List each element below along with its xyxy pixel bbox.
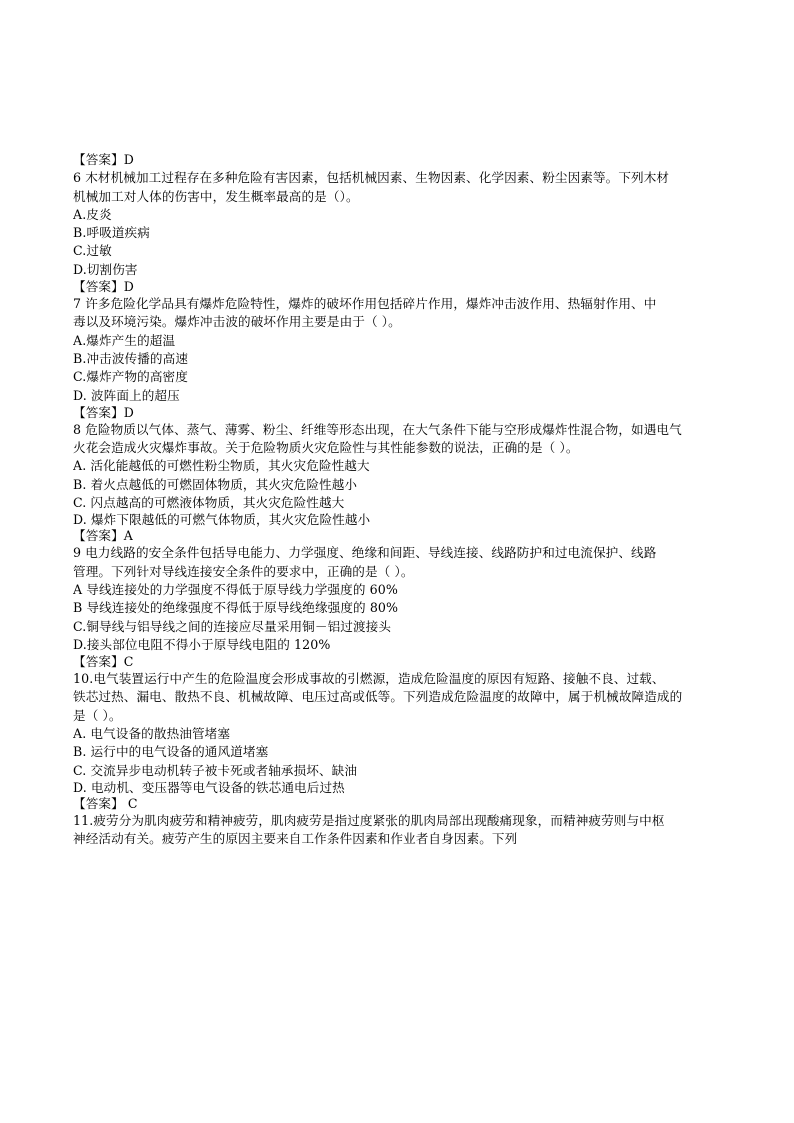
question-11-stem-cont: 神经活动有关。疲劳产生的原因主要来自工作条件因素和作业者自身因素。下列: [73, 831, 518, 847]
question-10-option-d: D. 电动机、变压器等电气设备的铁芯通电后过热: [73, 779, 345, 795]
question-6-option-d: D.切割伤害: [73, 261, 138, 277]
question-9-option-a: A 导线连接处的力学强度不得低于原导线力学强度的 60%: [73, 581, 398, 597]
question-9-option-d: D.接头部位电阻不得小于原导线电阻的 120%: [73, 636, 331, 652]
question-6-option-a: A.皮炎: [73, 206, 112, 222]
question-10-option-c: C. 交流异步电动机转子被卡死或者轴承损坏、缺油: [73, 762, 358, 778]
question-9-stem-cont: 管理。下列针对导线连接安全条件的要求中，正确的是（ ）。: [73, 563, 414, 579]
question-6-option-c: C.过敏: [73, 243, 112, 259]
question-9-stem: 9 电力线路的安全条件包括导电能力、力学强度、绝缘和间距、导线连接、线路防护和过电流保护、线路: [73, 545, 657, 561]
question-8-option-d: D. 爆炸下限越低的可燃气体物质，其火灾危险性越小: [73, 512, 371, 528]
question-7-stem: 7 许多危险化学品具有爆炸危险特性，爆炸的破坏作用包括碎片作用，爆炸冲击波作用、热辐射作用、中: [73, 296, 657, 312]
question-10-option-a: A. 电气设备的散热油管堵塞: [73, 726, 231, 742]
question-6-answer: 【答案】D: [73, 279, 134, 295]
document-page: [73, 151, 723, 849]
question-7-stem-cont: 毒以及环境污染。爆炸冲击波的破坏作用主要是由于（ ）。: [73, 314, 401, 330]
question-9-option-b: B 导线连接处的绝缘强度不得低于原导线绝缘强度的 80%: [73, 600, 399, 616]
question-8-option-c: C. 闪点越高的可燃液体物质，其火灾危险性越大: [73, 495, 345, 511]
question-8-stem-cont: 火花会造成火灾爆炸事故。关于危险物质火灾危险性与其性能参数的说法，正确的是（ ）。: [73, 440, 579, 456]
question-8-stem: 8 危险物质以气体、蒸气、薄雾、粉尘、纤维等形态出现，在大气条件下能与空形成爆炸性混合物，如遇电气: [73, 421, 682, 437]
answer-line: 【答案】D: [73, 152, 134, 167]
question-10-stem-cont: 铁芯过热、漏电、散热不良、机械故障、电压过高或低等。下列造成危险温度的故障中，属于机械故障造成的: [73, 689, 683, 705]
question-10-stem: 10.电气装置运行中产生的危险温度会形成事故的引燃源，造成危险温度的原因有短路、接触不良、过载、: [73, 671, 665, 687]
question-8-option-a: A. 活化能越低的可燃性粉尘物质，其火灾危险性越大: [73, 458, 370, 474]
question-8-option-b: B. 着火点越低的可燃固体物质，其火灾危险性越小: [73, 476, 358, 492]
question-11-stem: 11.疲劳分为肌肉疲劳和精神疲劳，肌肉疲劳是指过度紧张的肌肉局部出现酸痛现象，而精神疲劳则与中枢: [73, 812, 665, 828]
question-8-answer: 【答案】A: [73, 528, 133, 544]
question-7-answer: 【答案】D: [73, 404, 134, 420]
question-10-option-b: B. 运行中的电气设备的通风道堵塞: [73, 744, 269, 760]
question-7-option-b: B.冲击波传播的高速: [73, 350, 189, 366]
question-7-option-c: C.爆炸产物的高密度: [73, 369, 188, 385]
question-7-option-a: A.爆炸产生的超温: [73, 332, 176, 348]
question-10-answer: 【答案】 C: [73, 795, 138, 811]
question-9-answer: 【答案】C: [73, 654, 134, 670]
question-6-option-b: B.呼吸道疾病: [73, 225, 150, 241]
question-10-stem-end: 是（ ）。: [73, 707, 122, 723]
question-7-option-d: D. 波阵面上的超压: [73, 387, 180, 403]
question-6-stem-cont: 机械加工对人体的伤害中，发生概率最高的是（）。: [73, 188, 359, 204]
question-6-stem: 6 木材机械加工过程存在多种危险有害因素，包括机械因素、生物因素、化学因素、粉尘因素等。下列木材: [73, 170, 670, 186]
question-9-option-c: C.铜导线与铝导线之间的连接应尽量采用铜－铝过渡接头: [73, 618, 392, 634]
